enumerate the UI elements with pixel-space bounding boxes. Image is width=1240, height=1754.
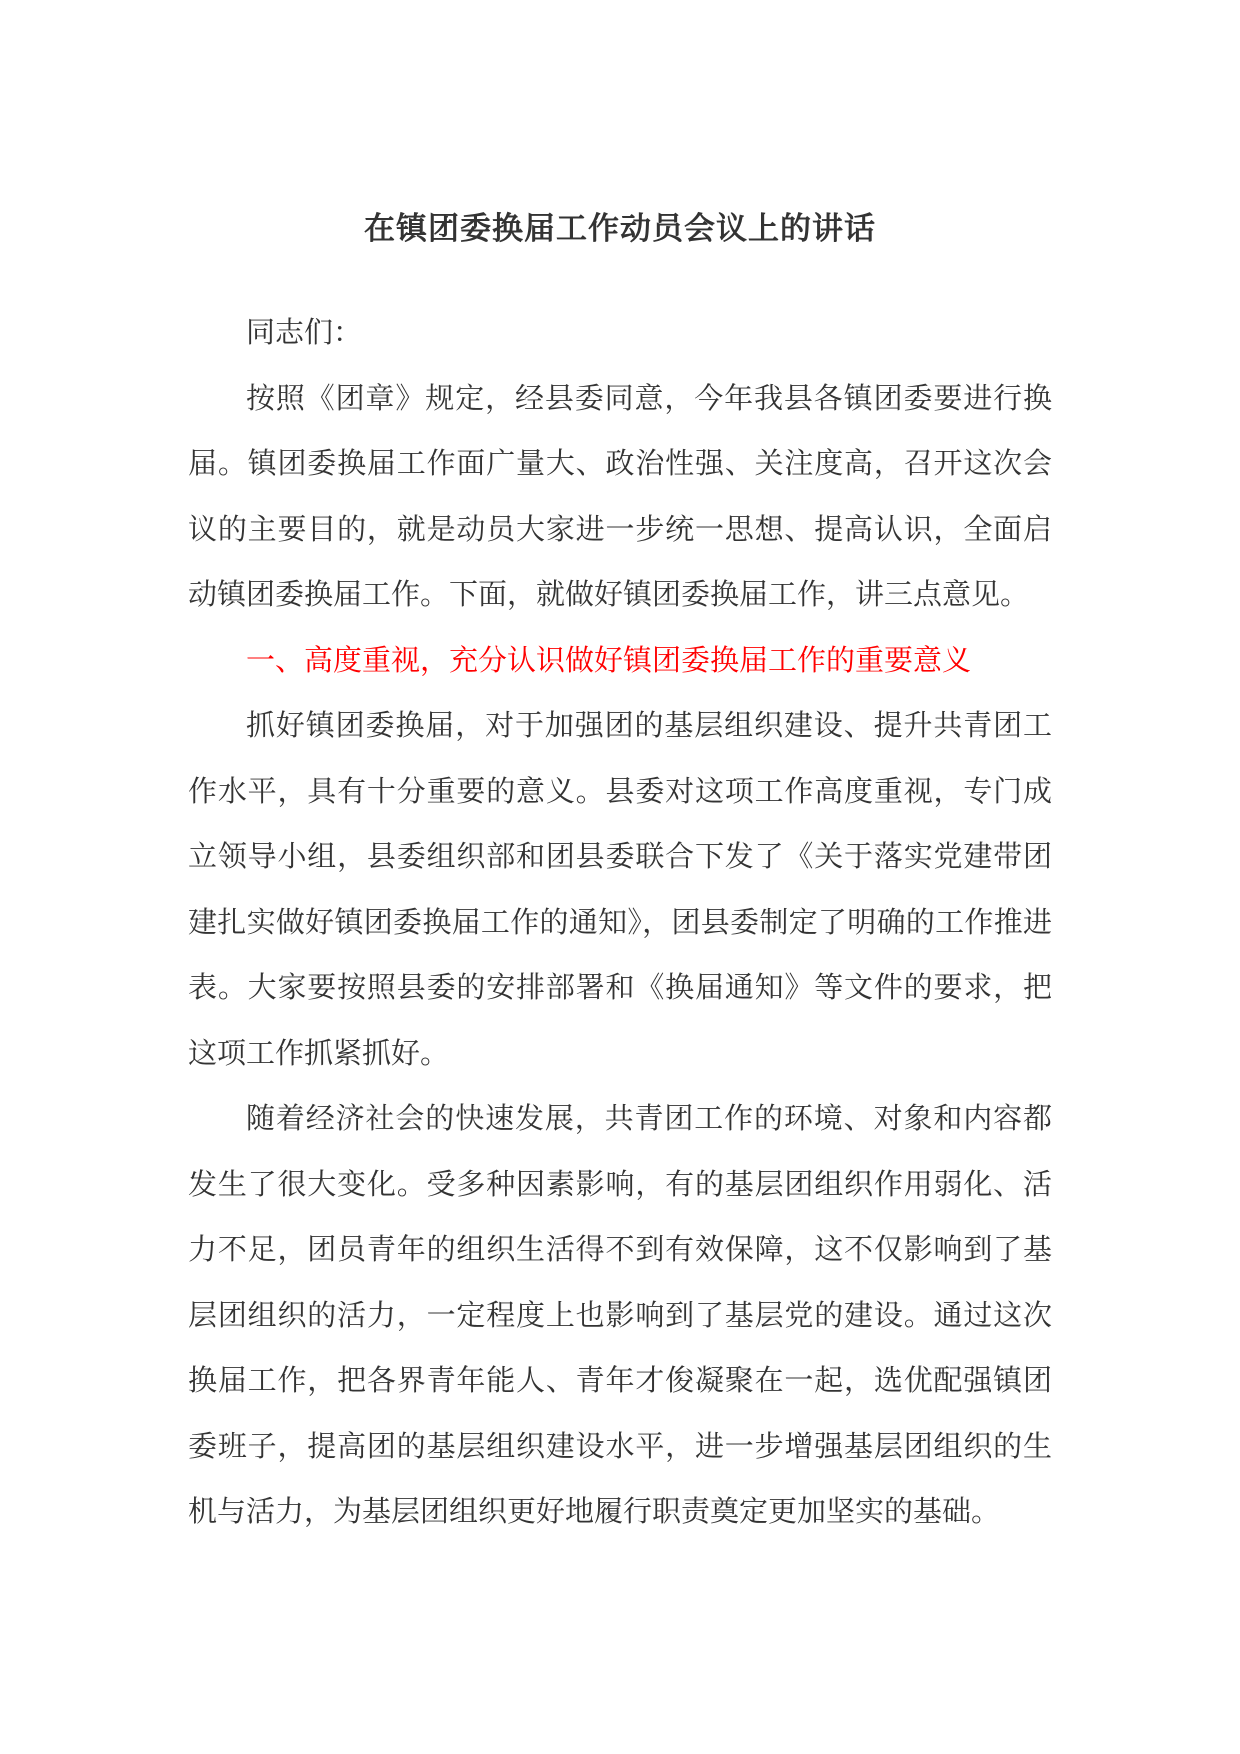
paragraph-significance: 抓好镇团委换届，对于加强团的基层组织建设、提升共青团工作水平，具有十分重要的意义。县委对这项工作高度重视，专门成立领导小组，县委组织部和团县委联合下发了《关于落实党建带团建扎实做好镇团委换届工作的通知》，团县委制定了明确的工作推进表。大家要按照县委的安排部署和《换届通知》等文件的要求，把这项工作抓紧抓好。 [188, 708, 1052, 1070]
paragraph-intro: 按照《团章》规定，经县委同意，今年我县各镇团委要进行换届。镇团委换届工作面广量大、政治性强、关注度高，召开这次会议的主要目的，就是动员大家进一步统一思想、提高认识，全面启动镇团委换届工作。下面，就做好镇团委换届工作，讲三点意见。 [188, 380, 1052, 611]
document-title: 在镇团委换届工作动员会议上的讲话 [364, 211, 876, 247]
section-heading-1: 一、高度重视，充分认识做好镇团委换届工作的重要意义 [246, 642, 972, 677]
salutation: 同志们： [246, 315, 363, 349]
paragraph-background: 随着经济社会的快速发展，共青团工作的环境、对象和内容都发生了很大变化。受多种因素影响，有的基层团组织作用弱化、活力不足，团员青年的组织生活得不到有效保障，这不仅影响到了基层团组织的活力，一定程度上也影响到了基层党的建设。通过这次换届工作，把各界青年能人、青年才俊凝聚在一起，选优配强镇团委班子，提高团的基层组织建设水平，进一步增强基层团组织的生机与活力，为基层团组织更好地履行职责奠定更加坚实的基础。 [188, 1101, 1052, 1528]
document-body [188, 300, 1052, 1545]
